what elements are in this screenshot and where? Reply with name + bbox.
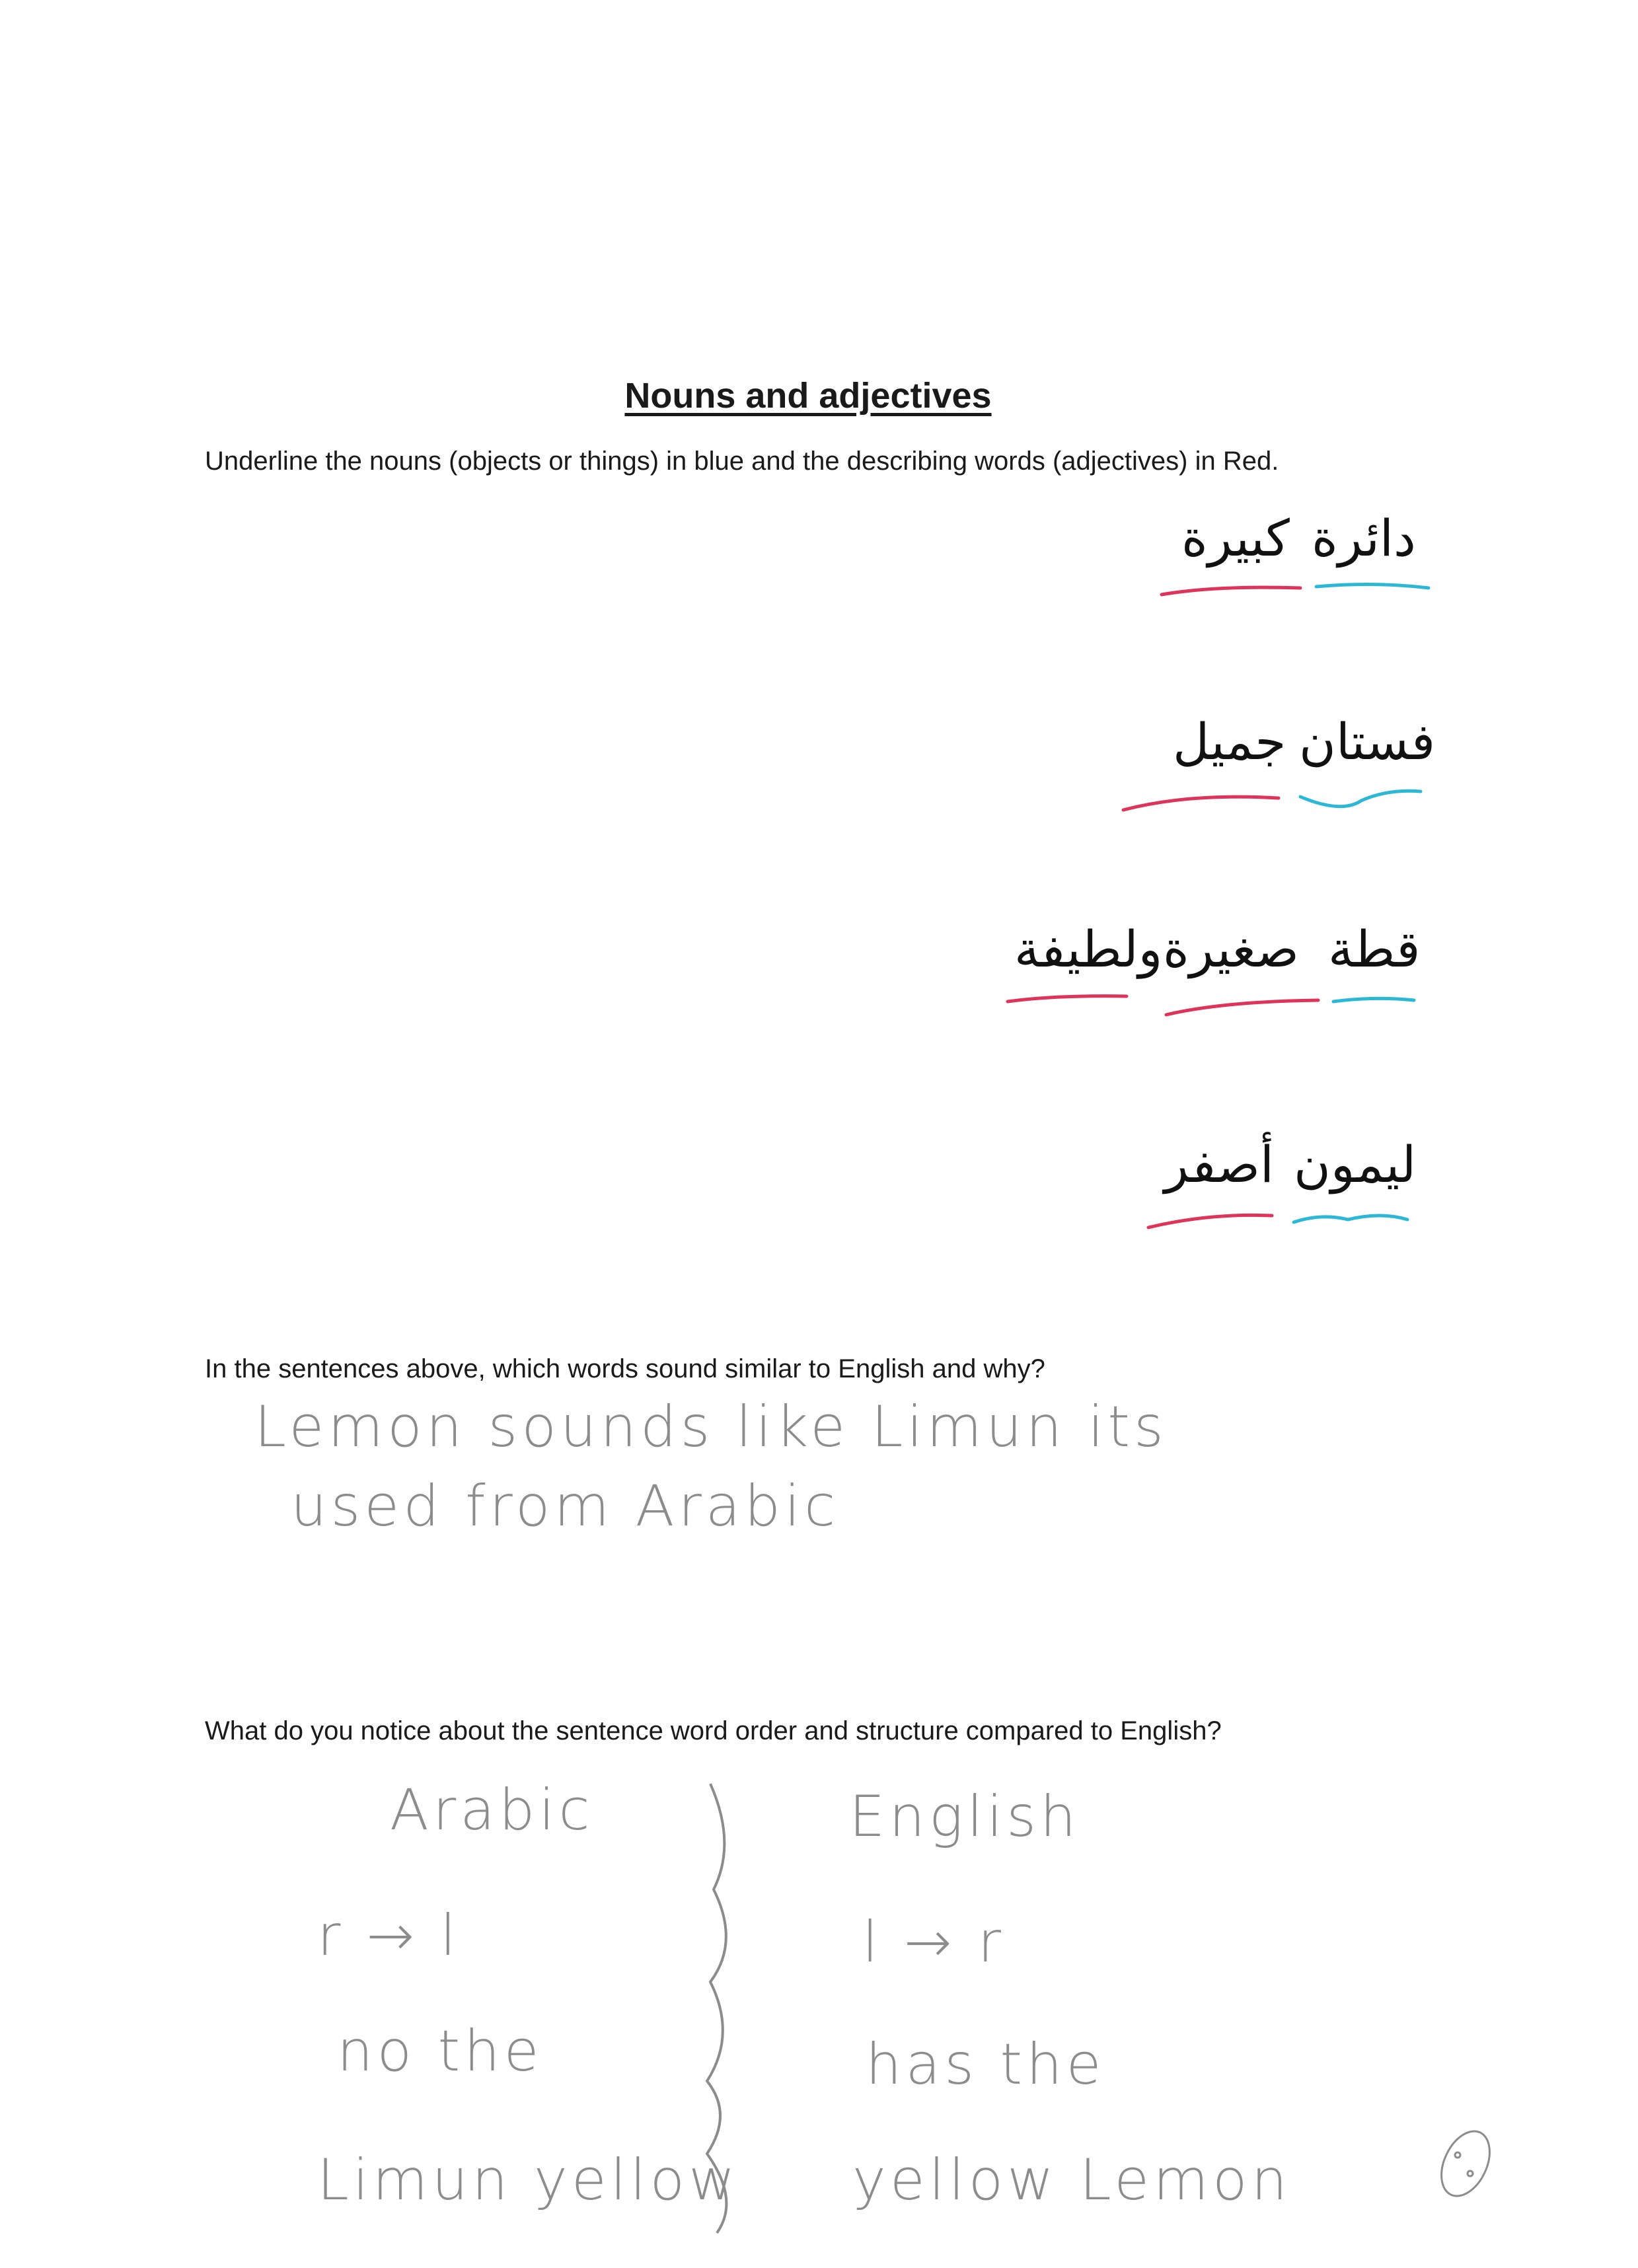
phrase-1-noun: دائرة	[1312, 509, 1416, 567]
english-column-heading: English	[849, 1784, 1080, 1850]
phrase-2-noun: فستان	[1299, 712, 1436, 771]
phrase-4-adjective: أصفر	[1164, 1135, 1275, 1194]
arabic-column-example: Limun yellow	[317, 2147, 739, 2213]
adjective-underline-3b	[1166, 1000, 1318, 1015]
phrase-1-adjective: كبيرة	[1181, 509, 1290, 567]
arabic-column-article: no the	[337, 2018, 543, 2084]
adjective-underline-3a	[1008, 996, 1127, 1002]
adjective-underline-4	[1148, 1215, 1272, 1227]
question-2: What do you notice about the sentence word order and structure compared to English?	[205, 1716, 1222, 1745]
english-column-example: yellow Lemon	[852, 2147, 1292, 2213]
lemon-doodle	[1432, 2123, 1499, 2203]
page-title: Nouns and adjectives	[624, 376, 992, 416]
noun-underline-1	[1316, 584, 1429, 588]
phrase-4-noun: ليمون	[1294, 1135, 1417, 1194]
question-1: In the sentences above, which words sound similar to English and why?	[205, 1354, 1045, 1383]
instruction-text: Underline the nouns (objects or things) in blue and the describing words (adjectives) in Red.	[205, 447, 1279, 476]
adjective-underline-2	[1123, 797, 1279, 810]
answer-1-line-1: Lemon sounds like Limun its	[254, 1394, 1168, 1460]
noun-underline-2	[1300, 791, 1421, 806]
noun-underline-3	[1333, 998, 1414, 1002]
arabic-column-heading: Arabic	[390, 1777, 594, 1843]
english-column-rule: l → r	[862, 1909, 1005, 1975]
adjective-underline-1	[1162, 587, 1300, 595]
arabic-column-rule: r → l	[317, 1903, 460, 1969]
phrase-3-adjective: صغيرة	[1163, 920, 1299, 978]
noun-underline-4	[1294, 1216, 1407, 1222]
english-column-article: has the	[866, 2031, 1105, 2098]
phrase-2-adjective: جميل	[1173, 712, 1286, 771]
phrase-3-conjunction-adjective: ولطيفة	[1014, 920, 1163, 978]
answer-1-line-2: used from Arabic	[291, 1473, 840, 1539]
phrase-3-noun: قطة	[1328, 920, 1421, 978]
